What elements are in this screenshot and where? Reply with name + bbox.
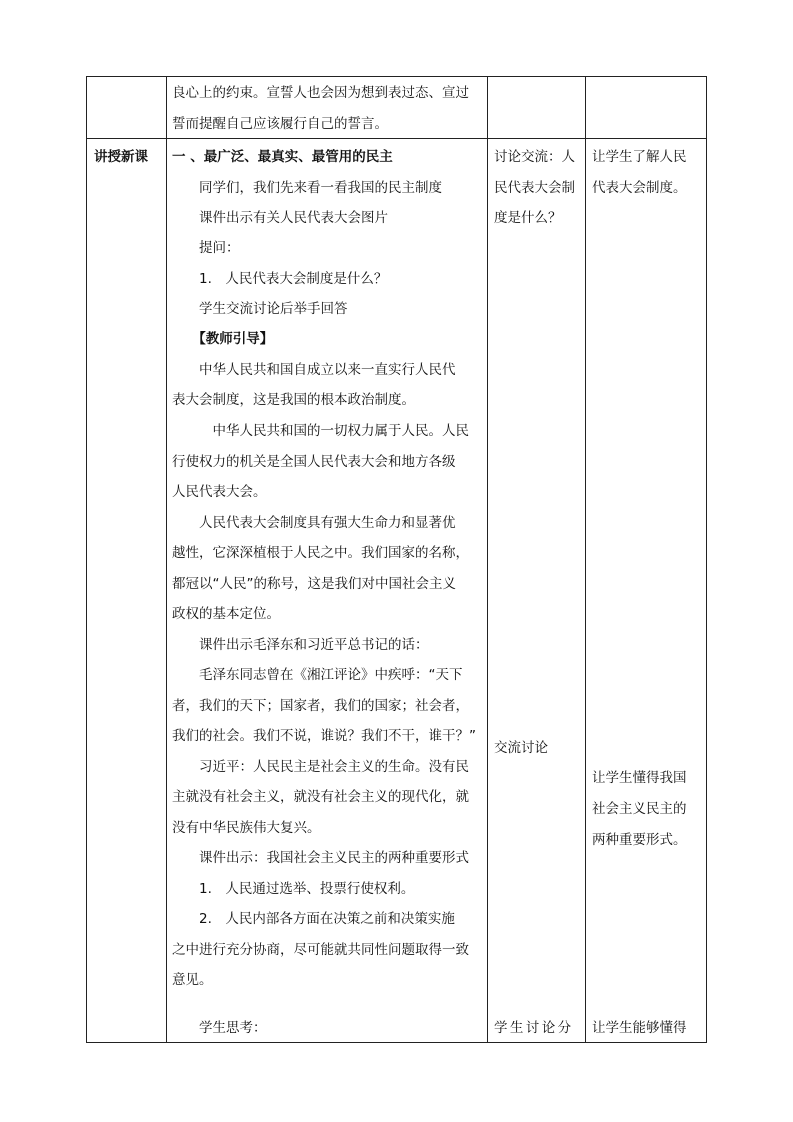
content-line: 人民代表大会制度具有强大生命力和显著优 bbox=[172, 515, 456, 531]
content-line: 政权的基本定位。 bbox=[172, 606, 280, 622]
content-line: 都冠以“人民”的称号，这是我们对中国社会主义 bbox=[172, 576, 456, 592]
content-line: 一 、最广泛、最真实、最管用的民主 bbox=[172, 149, 393, 165]
goal-cell bbox=[586, 139, 707, 1043]
content-line: 没有中华民族伟大复兴。 bbox=[172, 820, 321, 836]
content-line: 课件出示毛泽东和习近平总书记的话： bbox=[172, 637, 429, 653]
content-line: 行使权力的机关是全国人民代表大会和地方各级 bbox=[172, 454, 456, 470]
content-line: 中华人民共和国的一切权力属于人民。人民 bbox=[172, 423, 469, 439]
content-line: 提问： bbox=[172, 240, 240, 256]
goal-line: 让学生能够懂得 bbox=[592, 1020, 687, 1036]
content-line: 毛泽东同志曾在《湘江评论》中疾呼：“天下 bbox=[172, 667, 463, 683]
content-cell bbox=[167, 77, 488, 139]
content-cell bbox=[167, 139, 488, 1043]
activity-line: 交流讨论 bbox=[494, 740, 548, 756]
activity-line: 民代表大会制 bbox=[494, 180, 575, 196]
content-line: 课件出示有关人民代表大会图片 bbox=[172, 210, 388, 226]
content-line: 1. 人民代表大会制度是什么？ bbox=[172, 271, 388, 287]
content-line: 2. 人民内部各方面在决策之前和决策实施 bbox=[172, 911, 455, 927]
goal-line: 社会主义民主的 bbox=[592, 801, 687, 817]
content-line: 学生思考： bbox=[172, 1020, 267, 1036]
content-line: 誓而提醒自己应该履行自己的誓言。 bbox=[172, 116, 388, 132]
content-line: 我们的社会。我们不说，谁说？我们不干，谁干？” bbox=[172, 728, 476, 744]
goal-line: 代表大会制度。 bbox=[592, 180, 687, 196]
activity-cell bbox=[488, 139, 586, 1043]
activity-line: 学生讨论分 bbox=[494, 1020, 574, 1036]
content-line: 同学们，我们先来看一看我国的民主制度 bbox=[172, 180, 442, 196]
activity-line: 讨论交流：人 bbox=[494, 149, 575, 165]
content-line: 【教师引导】 bbox=[172, 331, 274, 347]
goal-line: 让学生了解人民 bbox=[592, 149, 687, 165]
content-line: 者，我们的天下；国家者，我们的国家；社会者， bbox=[172, 698, 469, 714]
content-line: 习近平：人民民主是社会主义的生命。没有民 bbox=[172, 759, 469, 775]
goal-cell bbox=[586, 77, 707, 139]
content-line: 越性，它深深植根于人民之中。我们国家的名称， bbox=[172, 545, 469, 561]
table-row bbox=[87, 77, 707, 139]
goal-line: 两种重要形式。 bbox=[592, 832, 687, 848]
content-line: 表大会制度，这是我国的根本政治制度。 bbox=[172, 392, 415, 408]
content-line: 中华人民共和国自成立以来一直实行人民代 bbox=[172, 362, 456, 378]
content-line: 人民代表大会。 bbox=[172, 484, 267, 500]
content-line: 学生交流讨论后举手回答 bbox=[172, 301, 348, 317]
content-line: 良心上的约束。宣誓人也会因为想到表过态、宣过 bbox=[172, 85, 469, 101]
lesson-plan-table bbox=[86, 76, 707, 1043]
content-line: 主就没有社会主义，就没有社会主义的现代化，就 bbox=[172, 789, 469, 805]
table-row bbox=[87, 139, 707, 1043]
content-line: 之中进行充分协商，尽可能就共同性问题取得一致 bbox=[172, 942, 469, 958]
activity-line: 度是什么？ bbox=[494, 210, 562, 226]
content-line: 意见。 bbox=[172, 972, 213, 988]
stage-label: 讲授新课 bbox=[94, 149, 148, 165]
content-lines bbox=[167, 139, 487, 1042]
content-line: 课件出示：我国社会主义民主的两种重要形式 bbox=[172, 850, 469, 866]
content-line: 1. 人民通过选举、投票行使权利。 bbox=[172, 881, 415, 897]
goal-line: 让学生懂得我国 bbox=[592, 770, 687, 786]
stage-cell bbox=[87, 77, 167, 139]
activity-cell bbox=[488, 77, 586, 139]
stage-cell bbox=[87, 139, 167, 1043]
